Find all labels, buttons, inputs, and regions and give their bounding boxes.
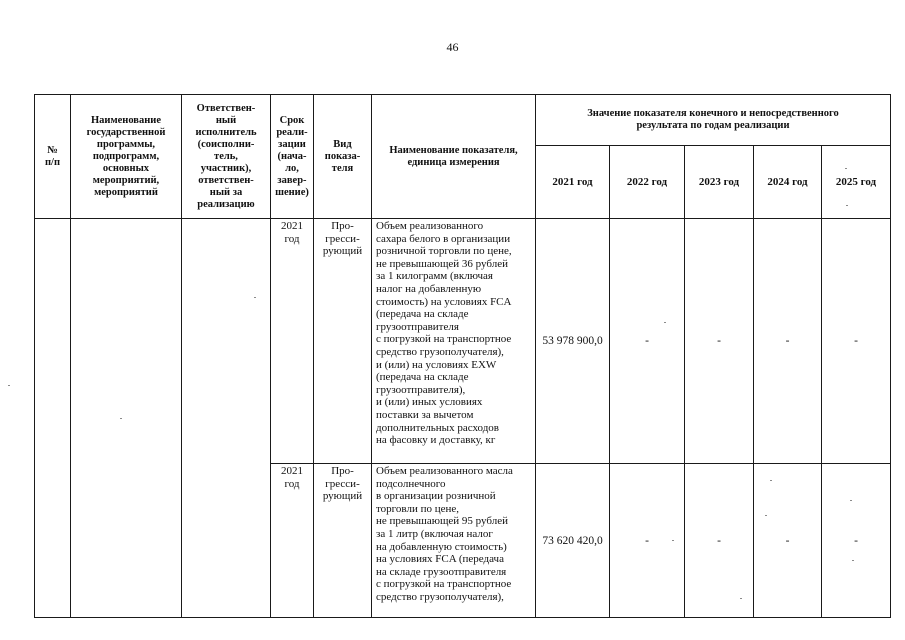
header-year-2023: 2023 год: [698, 176, 740, 188]
scan-speck: [672, 540, 674, 541]
header-year-2022: 2022 год: [626, 176, 668, 188]
page-number: 46: [446, 40, 459, 54]
row-value-2022: -: [645, 534, 649, 547]
row-indicator-type: Про- гресси- рующий: [322, 465, 363, 503]
scan-speck: [770, 480, 772, 481]
scan-speck: [664, 322, 666, 323]
row-term: 2021 год: [281, 465, 303, 490]
row-value-2025: -: [854, 534, 858, 547]
scan-speck: [845, 168, 847, 169]
row-value-2021: 53 978 900,0: [542, 335, 603, 347]
header-year-2025: 2025 год: [835, 176, 877, 188]
row-value-2021: 73 620 420,0: [542, 534, 603, 547]
row-value-2024: -: [785, 534, 790, 547]
header-year-2024: 2024 год: [767, 176, 808, 188]
scan-speck: [765, 515, 767, 516]
header-indicator-type: Вид показа- теля: [324, 138, 361, 174]
scan-speck: [120, 418, 122, 419]
scan-speck: [852, 560, 854, 561]
scan-speck: [740, 598, 742, 599]
row-indicator-type: Про- гресси- рующий: [322, 220, 363, 258]
row-value-2024: -: [785, 335, 790, 347]
header-program-name: Наименование государственной программы, подпрограмм, основных мероприятий, мероприятий: [86, 114, 166, 198]
row-value-2023: -: [717, 335, 721, 347]
header-year-2021: 2021 год: [552, 176, 593, 188]
row-indicator-name: Объем реализованного сахара белого в организации розничной торговли по цене, не превышающей 36 рублей за 1 килограмм (включая налог на добавленную стоимость) на условиях FCA (передача на складе грузоотправителя с погрузкой на транспортное средство грузополучателя), и (или) на условиях EXW (передача на складе грузоотправителя), и (или) иных условиях поставки за вычетом дополнительных расходов на фасовку и доставку, кг: [376, 220, 512, 447]
table-bottom-border: [34, 617, 891, 618]
header-term: Срок реали- зации (нача- ло, завер- шение): [275, 114, 309, 198]
scan-speck: [846, 205, 848, 206]
row-term: 2021 год: [281, 220, 303, 245]
row-value-2025: -: [854, 335, 858, 347]
header-indicator-name: Наименование показателя, единица измерения: [389, 144, 518, 168]
scan-speck: [254, 297, 256, 298]
scan-speck: [8, 385, 10, 386]
row-indicator-name: Объем реализованного масла подсолнечного в организации розничной торговли по цене, не превышающей 95 рублей за 1 литр (включая налог на добавленную стоимость) на условиях FCA (передача на складе грузоотправителя с погрузкой на транспортное средство грузополучателя),: [376, 465, 513, 603]
row-value-2023: -: [717, 534, 721, 547]
header-values-group: Значение показателя конечного и непосредственного результата по годам реализации: [587, 108, 839, 131]
column-rule: [890, 94, 891, 618]
row-value-2022: -: [645, 335, 649, 347]
header-number: № п/п: [44, 144, 61, 168]
scan-speck: [850, 500, 852, 501]
header-executor: Ответствен- ный исполнитель (соисполни- тель, участник), ответствен- ный за реализацию: [195, 102, 257, 210]
